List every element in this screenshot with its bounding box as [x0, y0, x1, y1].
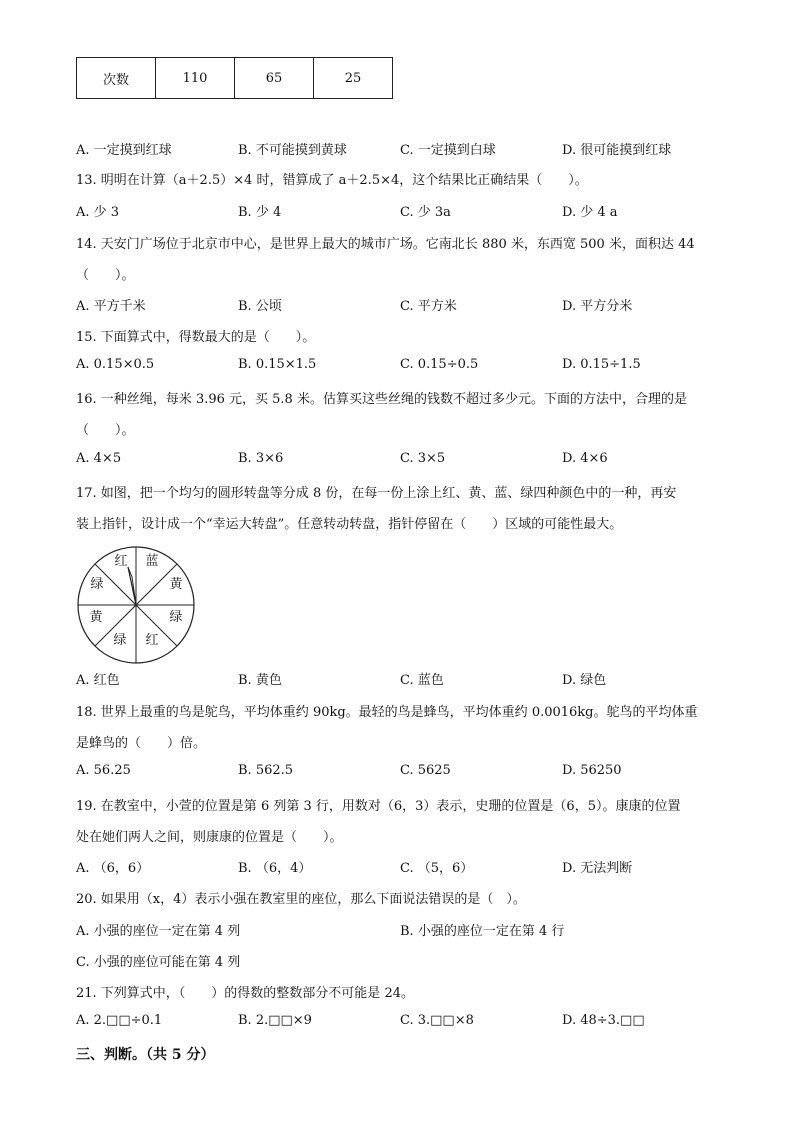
q17-option-c: C. 蓝色: [400, 673, 444, 688]
q12-option-c: C. 一定摸到白球: [400, 143, 496, 158]
q21-option-d: D. 48÷3.□□: [562, 1013, 645, 1028]
sector-label: 蓝: [145, 554, 159, 569]
q16-stem: 16. 一种丝绳，每米 3.96 元，买 5.8 米。估算买这些丝绳的钱数不超过多少元。下面的方法中，合理的是: [76, 392, 687, 407]
q18-option-d: D. 56250: [562, 763, 622, 778]
q17-option-d: D. 绿色: [562, 673, 607, 688]
q14-option-d: D. 平方分米: [562, 299, 633, 314]
q20-option-a: A. 小强的座位一定在第 4 列: [76, 924, 241, 939]
q13-option-c: C. 少 3a: [400, 205, 451, 220]
q18-stem-cont: 是蜂鸟的（ ）倍。: [76, 736, 207, 751]
q17-stem: 17. 如图，把一个均匀的圆形转盘等分成 8 份，在每一份上涂上红、黄、蓝、绿四种颜色中的一种，再安: [76, 486, 677, 501]
sector-label: 红: [114, 554, 128, 569]
q13-stem: 13. 明明在计算（a＋2.5）×4 时，错算成了 a＋2.5×4，这个结果比正确结果（ ）。: [76, 173, 588, 188]
q12-option-d: D. 很可能摸到红球: [562, 143, 672, 158]
table-cell: 110: [156, 58, 235, 99]
q14-option-c: C. 平方米: [400, 299, 457, 314]
sector-label: 红: [145, 633, 159, 648]
q15-option-d: D. 0.15÷1.5: [562, 357, 641, 372]
spinner-wheel: [74, 543, 198, 667]
q21-stem: 21. 下列算式中，（ ）的得数的整数部分不可能是 24。: [76, 986, 414, 1001]
q14-stem: 14. 天安门广场位于北京市中心，是世界上最大的城市广场。它南北长 880 米，东西宽 500 米，面积达 44: [76, 237, 695, 252]
q12-option-b: B. 不可能摸到黄球: [238, 143, 347, 158]
q13-option-b: B. 少 4: [238, 205, 282, 220]
q21-option-a: A. 2.□□÷0.1: [76, 1013, 163, 1028]
q18-option-c: C. 5625: [400, 763, 451, 778]
q18-option-b: B. 562.5: [238, 763, 294, 778]
sector-label: 黄: [169, 577, 183, 592]
table-cell: 25: [314, 58, 393, 99]
sector-label: 黄: [89, 610, 103, 625]
q16-option-d: D. 4×6: [562, 451, 608, 466]
q19-option-d: D. 无法判断: [562, 861, 633, 876]
table-cell: 次数: [77, 58, 156, 99]
section-heading: 三、判断。（共 5 分）: [76, 1047, 215, 1063]
q19-option-c: C. （5，6）: [400, 861, 474, 876]
sector-label: 绿: [90, 577, 104, 592]
q19-option-a: A. （6，6）: [76, 861, 150, 876]
q14-option-b: B. 公顷: [238, 299, 282, 314]
table-row: [77, 58, 393, 99]
q16-stem-cont: （ ）。: [76, 423, 135, 438]
q19-option-b: B. （6，4）: [238, 861, 312, 876]
table-cell: 65: [235, 58, 314, 99]
count-table: [76, 57, 393, 99]
q15-option-a: A. 0.15×0.5: [76, 357, 155, 372]
q20-option-b: B. 小强的座位一定在第 4 行: [400, 924, 565, 939]
q20-stem: 20. 如果用（x，4）表示小强在教室里的座位，那么下面说法错误的是（ ）。: [76, 892, 526, 907]
q19-stem: 19. 在教室中，小萱的位置是第 6 列第 3 行，用数对（6，3）表示，史珊的位置是（6，5）。康康的位置: [76, 799, 681, 814]
pointer-needle: [128, 567, 136, 605]
q14-stem-cont: （ ）。: [76, 268, 135, 283]
q16-option-b: B. 3×6: [238, 451, 284, 466]
q15-stem: 15. 下面算式中，得数最大的是（ ）。: [76, 330, 316, 345]
q21-option-c: C. 3.□□×8: [400, 1013, 474, 1028]
q17-stem-cont: 装上指针，设计成一个“幸运大转盘”。任意转动转盘，指针停留在（ ）区域的可能性最大。: [76, 517, 623, 532]
q17-option-b: B. 黄色: [238, 673, 282, 688]
q16-option-a: A. 4×5: [76, 451, 122, 466]
q15-option-c: C. 0.15÷0.5: [400, 357, 479, 372]
q13-option-d: D. 少 4 a: [562, 205, 618, 220]
q18-option-a: A. 56.25: [76, 763, 131, 778]
q20-option-c: C. 小强的座位可能在第 4 列: [76, 955, 241, 970]
q15-option-b: B. 0.15×1.5: [238, 357, 317, 372]
q18-stem: 18. 世界上最重的鸟是鸵鸟，平均体重约 90kg。最轻的鸟是蜂鸟，平均体重约 0.0016kg。鸵鸟的平均体重: [76, 705, 698, 720]
sector-label: 绿: [169, 610, 183, 625]
q13-option-a: A. 少 3: [76, 205, 120, 220]
q17-option-a: A. 红色: [76, 673, 120, 688]
q16-option-c: C. 3×5: [400, 451, 446, 466]
q19-stem-cont: 处在她们两人之间，则康康的位置是（ ）。: [76, 830, 343, 845]
q21-option-b: B. 2.□□×9: [238, 1013, 312, 1028]
sector-label: 绿: [113, 633, 127, 648]
q14-option-a: A. 平方千米: [76, 299, 146, 314]
q12-option-a: A. 一定摸到红球: [76, 143, 172, 158]
